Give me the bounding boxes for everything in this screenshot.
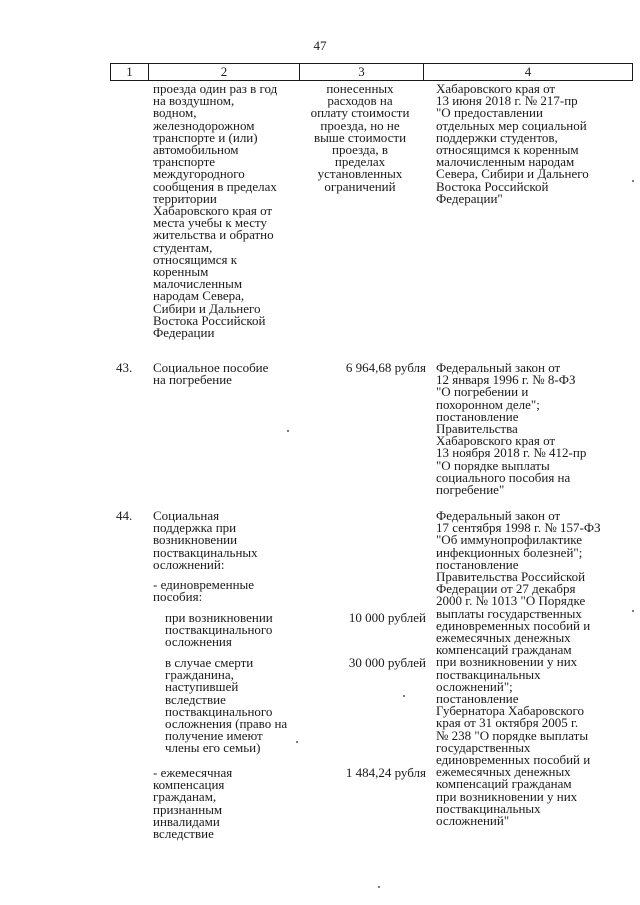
scan-speck	[632, 610, 634, 612]
row-43-name: Социальное пособие на погребение	[153, 360, 269, 388]
page-number: 47	[313, 38, 327, 53]
row-43-number: 43.	[116, 360, 133, 375]
row-44-name: Социальная поддержка при возникновении поствакцинальных осложнений:	[153, 508, 258, 572]
scan-speck	[632, 180, 634, 182]
continued-row-amount: понесенных расходов на оплату стоимости проезда, но не выше стоимости проезда, в пределах установленных ограничений	[310, 81, 410, 194]
row-44-sub2-name: в случае смерти гражданина, наступившей вследствие поствакцинального осложнения (право на получение имеют члены его семьи)	[165, 655, 288, 756]
row-44-monthly-name: - ежемесячная компенсация гражданам, признанным инвалидами вследствие	[153, 765, 233, 842]
header-col-4: 4	[424, 64, 633, 81]
row-44-sub2-amount: 30 000 рублей	[348, 655, 426, 670]
row-44-sub1-amount: 10 000 рублей	[348, 610, 426, 625]
table-header	[110, 63, 633, 81]
row-44-sub1-name: при возникновении поствакцинального осложнения	[165, 610, 273, 650]
scan-speck	[287, 430, 289, 432]
header-col-3: 3	[300, 64, 424, 81]
scan-speck	[296, 741, 298, 743]
row-44-number: 44.	[116, 508, 133, 523]
row-44-monthly-amount: 1 484,24 рубля	[345, 765, 426, 780]
header-col-2: 2	[149, 64, 300, 81]
scan-speck	[403, 695, 405, 697]
continued-row-legal-basis: Хабаровского края от 13 июня 2018 г. № 217-пр "О предоставлении отдельных мер социальной поддержки студентов, относящимся к коренным малочисленным народам Севера, Сибири и Дальнего Востока Российской Федерации"	[436, 81, 589, 206]
row-43-amount: 6 964,68 рубля	[345, 360, 426, 375]
row-43-legal-basis: Федеральный закон от 12 января 1996 г. № 8-ФЗ "О погребении и похоронном деле"; постановление Правительства Хабаровского края от 13 ноября 2018 г. № 412-пр "О порядке выплаты социального пособия на погребение"	[436, 360, 587, 498]
row-44-legal-basis: Федеральный закон от 17 сентября 1998 г. № 157-ФЗ "Об иммунопрофилактике инфекционных болезней"; постановление Правительства Российской Федерации от 27 декабря 2000 г. № 1013 "О Порядке выплаты государственных единовременных пособий и ежемесячных денежных компенсаций гражданам при возникновении у них поствакцинальных осложнений"; постановление Губернатора Хабаровского края от 31 октября 2005 г. № 238 "О порядке выплаты государственных единовременных пособий и ежемесячных денежных компенсаций гражданам при возникновении у них поствакцинальных осложнений"	[436, 508, 601, 829]
continued-row-description: проезда один раз в год на воздушном, водном, железнодорожном транспорте и (или) автомобильном транспорте междугородного сообщения в пределах территории Хабаровского края от места учебы к месту жительства и обратно студентам, относящимся к коренным малочисленным народам Севера, Сибири и Дальнего Востока Российской Федерации	[153, 81, 278, 341]
row-44-lump-sum-label: - единовременные пособия:	[153, 577, 255, 605]
header-col-1: 1	[111, 64, 149, 81]
scan-speck	[378, 886, 380, 888]
